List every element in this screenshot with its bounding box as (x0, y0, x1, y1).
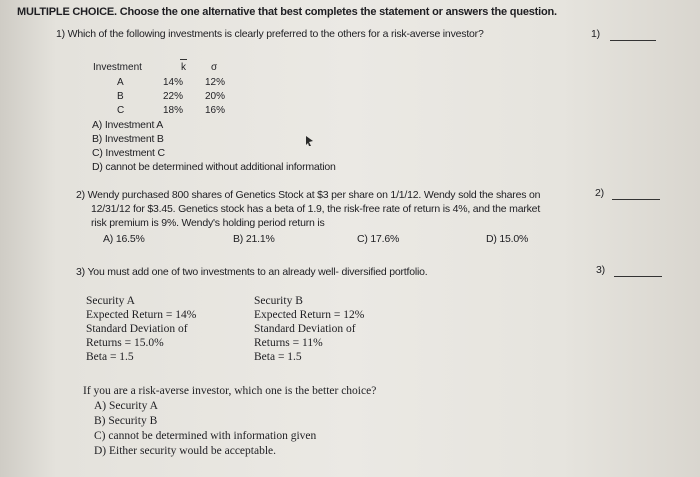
q3-text: You must add one of two investments to an already well- diversified portfolio. (87, 266, 428, 278)
q2-answer-blank[interactable] (612, 199, 660, 200)
security-a-beta: Beta = 1.5 (86, 351, 134, 363)
q2-text-1: Wendy purchased 800 shares of Genetics Stock at $3 per share on 1/1/12. Wendy sold the shares on (87, 189, 541, 201)
q1-text: Which of the following investments is clearly preferred to the others for a risk-averse investor? (67, 28, 484, 40)
q1-row-c-inv: C (117, 105, 125, 116)
q1-row-b-k: 22% (163, 91, 184, 102)
q1-header-investment: Investment (93, 62, 142, 73)
q2-line-3: risk premium is 9%. Wendy's holding period return is (91, 217, 325, 229)
q3-stem (76, 266, 428, 278)
security-a-sd-label: Standard Deviation of (86, 323, 188, 335)
section-instructions: Choose the one alternative that best completes the statement or answers the question. (119, 6, 557, 18)
security-a-title: Security A (86, 295, 135, 307)
security-b-beta: Beta = 1.5 (254, 351, 302, 363)
q1-option-d[interactable]: D) cannot be determined without additional information (92, 161, 336, 173)
q1-option-c[interactable]: C) Investment C (92, 147, 165, 159)
q1-answer-number: 1) (591, 28, 600, 40)
security-b-sd: Returns = 11% (254, 337, 323, 349)
q2-option-a[interactable]: A) 16.5% (103, 233, 145, 245)
q2-line-2: 12/31/12 for $3.45. Genetics stock has a beta of 1.9, the risk-free rate of return is 4%, and the market (91, 203, 541, 215)
security-a-sd: Returns = 15.0% (86, 337, 164, 349)
security-a-return: Expected Return = 14% (86, 309, 197, 321)
q2-line-1 (76, 189, 540, 201)
q1-row-b-inv: B (117, 91, 124, 102)
q3-option-a[interactable]: A) Security A (94, 400, 158, 412)
security-b-return: Expected Return = 12% (254, 309, 365, 321)
q3-option-b[interactable]: B) Security B (94, 415, 158, 427)
q2-number: 2) (76, 189, 85, 201)
q1-option-a[interactable]: A) Investment A (92, 119, 164, 131)
q1-row-a-inv: A (117, 77, 124, 88)
q1-answer-blank[interactable] (610, 40, 656, 41)
q1-row-b-sigma: 20% (205, 91, 226, 102)
section-title (17, 6, 557, 18)
q2-option-c[interactable]: C) 17.6% (357, 233, 400, 245)
security-b-sd-label: Standard Deviation of (254, 323, 356, 335)
q1-stem (56, 28, 484, 40)
mouse-cursor-icon (305, 135, 315, 147)
q1-option-b[interactable]: B) Investment B (92, 133, 164, 145)
q2-option-d[interactable]: D) 15.0% (486, 233, 529, 245)
q2-option-b[interactable]: B) 21.1% (233, 233, 275, 245)
q1-row-a-sigma: 12% (205, 77, 226, 88)
q3-option-c[interactable]: C) cannot be determined with information given (94, 430, 317, 442)
section-label: MULTIPLE CHOICE. (17, 6, 117, 18)
q2-answer-number: 2) (595, 187, 604, 199)
q3-option-d[interactable]: D) Either security would be acceptable. (94, 445, 277, 457)
q3-question: If you are a risk-averse investor, which one is the better choice? (83, 385, 377, 397)
q1-number: 1) (56, 28, 65, 40)
q1-header-k: k (181, 62, 186, 73)
q1-row-c-k: 18% (163, 105, 184, 116)
q1-header-sigma: σ (211, 62, 218, 73)
q3-answer-number: 3) (596, 264, 605, 276)
q1-row-c-sigma: 16% (205, 105, 226, 116)
q3-answer-blank[interactable] (614, 276, 662, 277)
security-b-title: Security B (254, 295, 303, 307)
k-bar (180, 59, 187, 60)
q3-number: 3) (76, 266, 85, 278)
q1-row-a-k: 14% (163, 77, 184, 88)
